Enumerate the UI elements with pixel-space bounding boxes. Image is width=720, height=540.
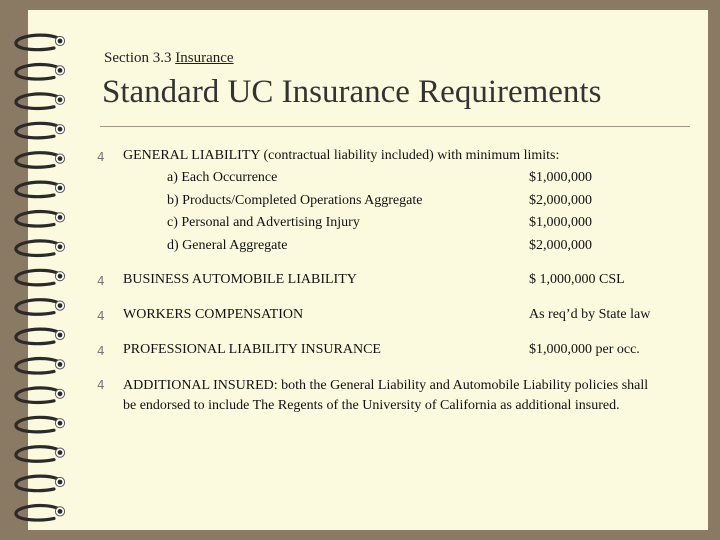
title-divider (100, 126, 690, 127)
binding-ring (16, 270, 65, 285)
auto-liability-value: $ 1,000,000 CSL (529, 272, 625, 287)
binding-ring (16, 506, 65, 521)
binding-ring (16, 212, 65, 227)
binding-ring (16, 94, 65, 109)
limit-label: c) Personal and Advertising Injury (167, 215, 360, 230)
additional-insured-text: ADDITIONAL INSURED: both the General Liability and Automobile Liability policies shall be endorsed to include The Regents of the University of California as additional insured. (123, 378, 649, 413)
limit-amount: $1,000,000 (529, 170, 592, 185)
binding-ring (16, 388, 65, 403)
binding-ring (16, 359, 65, 374)
binding-ring (16, 476, 65, 491)
bullet-icon: 4 (97, 378, 105, 392)
spiral-binding (0, 0, 80, 540)
page-title: Standard UC Insurance Requirements (102, 74, 602, 110)
bullet-icon: 4 (97, 309, 105, 323)
binding-ring (16, 447, 65, 462)
limit-label: b) Products/Completed Operations Aggregate (167, 193, 423, 208)
bullet-icon: 4 (97, 344, 105, 358)
general-liability-heading: GENERAL LIABILITY (contractual liability included) with minimum limits: (123, 148, 560, 163)
workers-comp-value: As req’d by State law (529, 307, 651, 322)
limit-label: d) General Aggregate (167, 238, 288, 253)
binding-ring (16, 329, 65, 344)
professional-liability-label: PROFESSIONAL LIABILITY INSURANCE (123, 342, 381, 357)
binding-ring (16, 153, 65, 168)
limit-amount: $1,000,000 (529, 215, 592, 230)
binding-ring (16, 241, 65, 256)
limit-amount: $2,000,000 (529, 238, 592, 253)
professional-liability-value: $1,000,000 per occ. (529, 342, 640, 357)
binding-ring (16, 417, 65, 432)
binding-ring (16, 300, 65, 315)
bullet-icon: 4 (97, 274, 105, 288)
auto-liability-label: BUSINESS AUTOMOBILE LIABILITY (123, 272, 357, 287)
section-subtitle (104, 50, 234, 67)
section-prefix: Section 3.3 (104, 50, 172, 66)
limit-amount: $2,000,000 (529, 193, 592, 208)
binding-ring (16, 182, 65, 197)
limit-label: a) Each Occurrence (167, 170, 278, 185)
binding-ring (16, 35, 65, 50)
binding-ring (16, 65, 65, 80)
binding-ring (16, 123, 65, 138)
bullet-icon: 4 (97, 150, 105, 164)
section-link[interactable]: Insurance (175, 50, 234, 66)
workers-comp-label: WORKERS COMPENSATION (123, 307, 304, 322)
